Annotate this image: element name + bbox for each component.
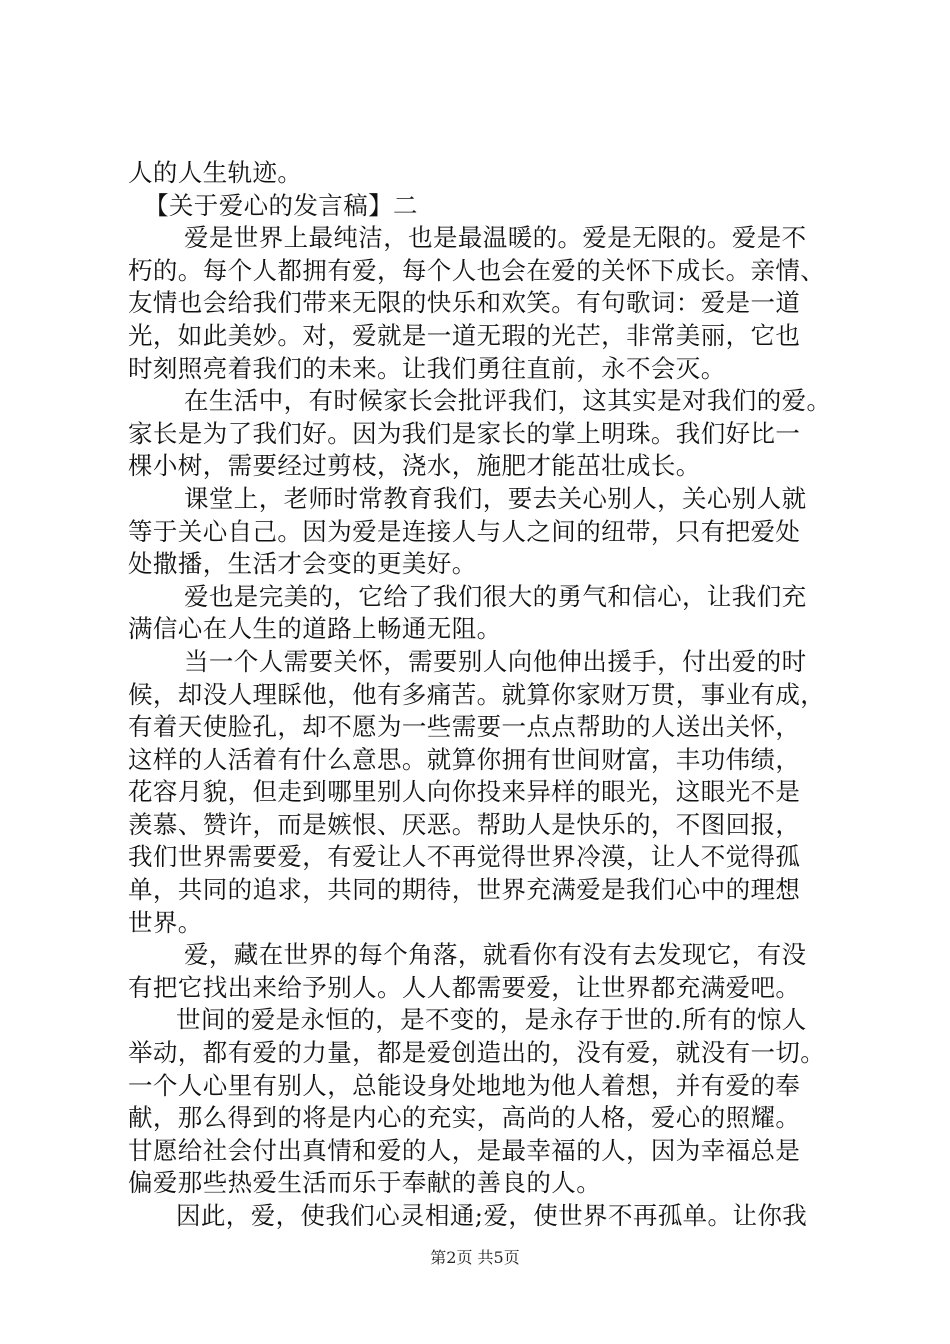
text-line: 友情也会给我们带来无限的快乐和欢笑。有句歌词：爱是一道: [128, 288, 801, 318]
text-line: 献，那么得到的将是内心的充实，高尚的人格，爱心的照耀。: [128, 1103, 801, 1133]
text-line: 因此，爱，使我们心灵相通;爱，使世界不再孤单。让你我: [176, 1201, 808, 1230]
text-line: 处撒播，生活才会变的更美好。: [128, 549, 477, 579]
text-line: 等于关心自己。因为爱是连接人与人之间的纽带，只有把爱处: [128, 516, 801, 546]
text-line: 甘愿给社会付出真情和爱的人，是最幸福的人，因为幸福总是: [128, 1135, 801, 1165]
text-line: 世界。: [128, 907, 203, 937]
text-line: 【关于爱心的发言稿】二: [144, 190, 418, 220]
text-line: 这样的人活着有什么意思。就算你拥有世间财富，丰功伟绩，: [128, 744, 801, 774]
text-line: 爱是世界上最纯洁，也是最温暖的。爱是无限的。爱是不: [184, 223, 807, 253]
text-line: 偏爱那些热爱生活而乐于奉献的善良的人。: [128, 1168, 602, 1198]
text-line: 有把它找出来给予别人。人人都需要爱，让世界都充满爱吧。: [128, 972, 801, 1002]
text-line: 羡慕、赞许，而是嫉恨、厌恶。帮助人是快乐的，不图回报，: [128, 809, 801, 839]
page-footer: 第2页 共5页: [430, 1248, 520, 1267]
text-line: 满信心在人生的道路上畅通无阻。: [128, 614, 502, 644]
text-line: 我们世界需要爱，有爱让人不再觉得世界冷漠，让人不觉得孤: [128, 842, 801, 872]
text-line: 在生活中，有时候家长会批评我们，这其实是对我们的爱。: [184, 386, 832, 416]
text-line: 当一个人需要关怀，需要别人向他伸出援手，付出爱的时: [184, 646, 807, 676]
text-line: 光，如此美妙。对，爱就是一道无瑕的光芒，非常美丽，它也: [128, 320, 801, 350]
text-line: 爱也是完美的，它给了我们很大的勇气和信心，让我们充: [184, 581, 807, 611]
text-line: 花容月貌，但走到哪里别人向你投来异样的眼光，这眼光不是: [128, 777, 801, 807]
text-line: 爱，藏在世界的每个角落，就看你有没有去发现它，有没: [184, 940, 807, 970]
text-line: 世间的爱是永恒的，是不变的，是永存于世的.所有的惊人: [176, 1005, 807, 1035]
text-line: 家长是为了我们好。因为我们是家长的掌上明珠。我们好比一: [128, 418, 801, 448]
document-body: [128, 157, 836, 1233]
text-line: 一个人心里有别人，总能设身处地地为他人着想，并有爱的奉: [128, 1070, 801, 1100]
text-line: 举动，都有爱的力量，都是爱创造出的，没有爱，就没有一切。: [128, 1038, 826, 1068]
text-line: 有着天使脸孔，却不愿为一些需要一点点帮助的人送出关怀，: [128, 712, 801, 742]
text-line: 时刻照亮着我们的未来。让我们勇往直前，永不会灭。: [128, 353, 726, 383]
text-line: 课堂上，老师时常教育我们，要去关心别人，关心别人就: [184, 483, 807, 513]
text-line: 候，却没人理睬他，他有多痛苦。就算你家财万贯，事业有成，: [128, 679, 826, 709]
text-line: 朽的。每个人都拥有爱，每个人也会在爱的关怀下成长。亲情、: [128, 255, 826, 285]
text-line: 棵小树，需要经过剪枝，浇水，施肥才能茁壮成长。: [128, 451, 701, 481]
text-line: 人的人生轨迹。: [128, 158, 303, 187]
text-line: 单，共同的追求，共同的期待，世界充满爱是我们心中的理想: [128, 875, 801, 905]
